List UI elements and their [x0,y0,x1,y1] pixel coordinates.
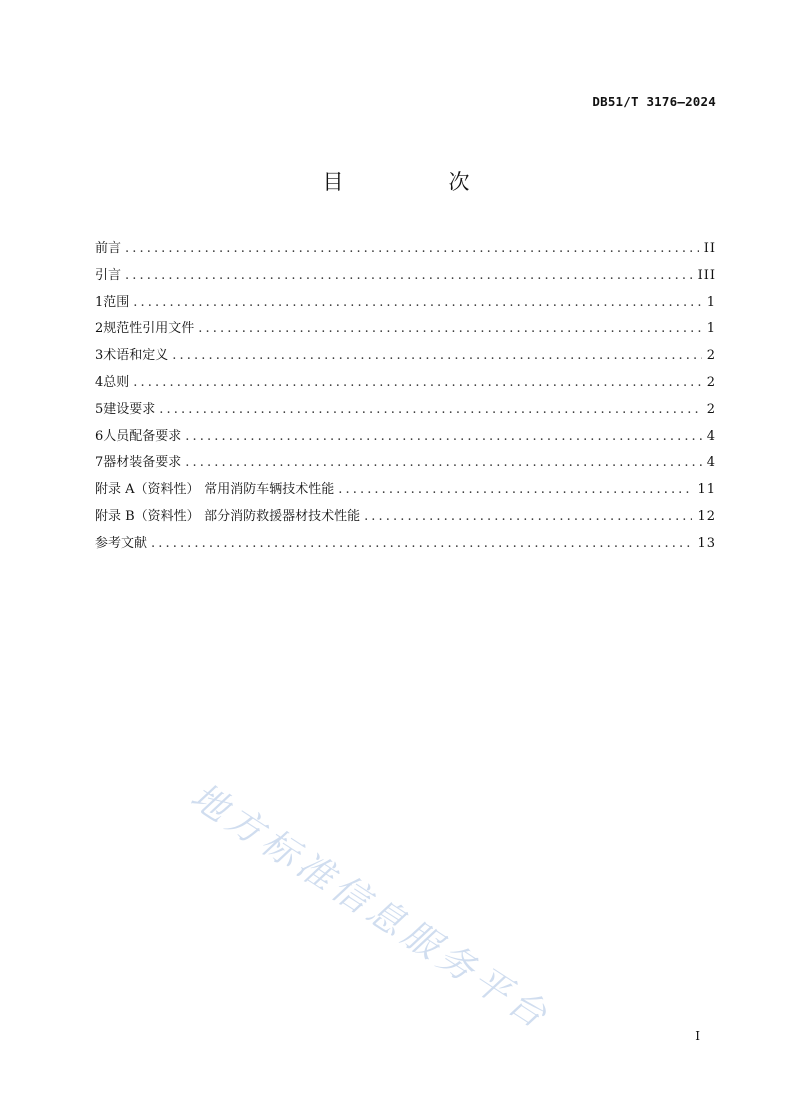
toc-leader-dots [125,236,699,263]
toc-leader-dots [338,477,692,504]
toc-entry-annex-label: 附录 A（资料性） [95,482,200,498]
toc-entry-page: 1 [706,294,716,310]
toc-entry-normative-references[interactable] [95,316,716,343]
toc-entry-annex-a[interactable] [95,477,716,504]
watermark: 地方标准信息服务平台 [183,775,558,1039]
toc-entry-annex-label: 附录 B（资料性） [95,508,200,524]
toc-entry-page: III [697,267,716,283]
toc-leader-dots [172,343,701,370]
toc-entry-staffing-requirements[interactable] [95,424,716,451]
toc-entry-number: 2 [95,321,104,337]
toc-entry-label: 范围 [103,294,130,310]
toc-entry-page: 4 [706,455,716,471]
toc-entry-general-principles[interactable] [95,370,716,397]
toc-entry-label: 规范性引用文件 [103,321,195,337]
toc-entry-label: 总则 [103,374,130,390]
toc-entry-label: 前言 [95,241,122,256]
table-of-contents [95,236,716,558]
toc-entry-number: 6 [95,428,104,444]
toc-entry-page: 2 [706,348,716,364]
toc-entry-number: 3 [95,348,104,364]
toc-entry-annex-b[interactable] [95,504,716,531]
toc-entry-label: 参考文献 [95,535,148,551]
toc-entry-page: 12 [697,508,716,524]
toc-entry-label: 常用消防车辆技术性能 [204,482,335,498]
toc-entry-bibliography[interactable] [95,531,716,558]
toc-leader-dots [159,397,701,424]
toc-entry-number: 7 [95,455,104,471]
toc-entry-page: 2 [706,401,716,417]
toc-entry-terms-definitions[interactable] [95,343,716,370]
toc-entry-label: 部分消防救援器材技术性能 [204,508,361,524]
page-title: 目 次 [322,170,512,194]
toc-entry-label: 器材装备要求 [103,455,182,471]
toc-entry-page: 2 [706,374,716,390]
toc-entry-label: 人员配备要求 [103,428,182,444]
toc-entry-number: 5 [95,401,104,417]
toc-leader-dots [133,290,701,317]
toc-entry-page: II [703,241,716,256]
toc-entry-page: 11 [697,482,716,498]
toc-entry-number: 1 [95,294,104,310]
toc-entry-page: 1 [706,321,716,337]
toc-leader-dots [133,370,701,397]
toc-entry-page: 13 [697,535,716,551]
toc-entry-foreword[interactable] [95,236,716,263]
toc-entry-construction-requirements[interactable] [95,397,716,424]
document-code: DB51/T 3176—2024 [592,94,716,109]
toc-entry-scope[interactable] [95,290,716,317]
toc-entry-introduction[interactable] [95,263,716,290]
toc-leader-dots [151,531,692,558]
toc-entry-label: 术语和定义 [103,348,169,364]
toc-leader-dots [185,424,701,451]
toc-leader-dots [125,263,693,290]
toc-entry-page: 4 [706,428,716,444]
toc-entry-label: 引言 [95,267,122,283]
toc-entry-number: 4 [95,374,104,390]
toc-entry-equipment-requirements[interactable] [95,450,716,477]
toc-leader-dots [198,316,701,343]
toc-entry-label: 建设要求 [103,401,156,417]
toc-leader-dots [185,450,701,477]
toc-leader-dots [364,504,692,531]
page-number: I [695,1029,700,1043]
